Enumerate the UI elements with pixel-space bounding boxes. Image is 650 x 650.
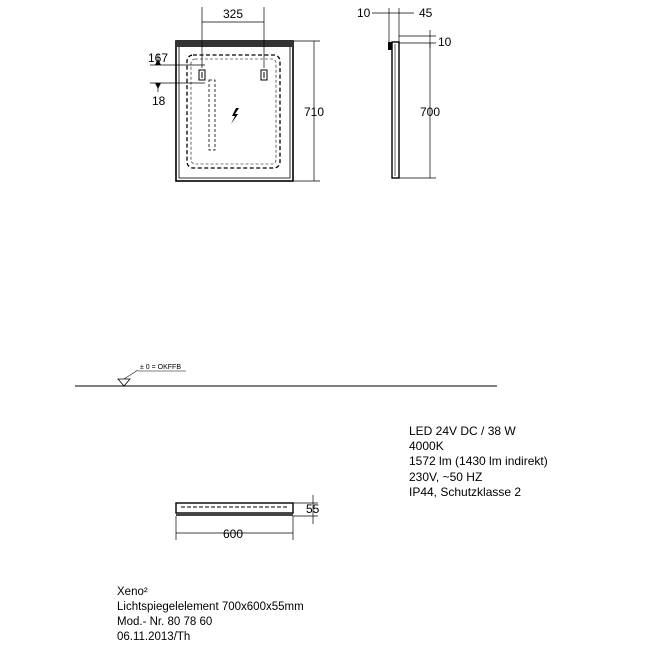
spec-voltage: 230V, ~50 HZ xyxy=(409,469,483,484)
dim-side-10-label: 10 xyxy=(357,6,371,20)
side-view xyxy=(357,6,452,178)
level-marker-leader xyxy=(124,370,138,379)
spec-protection: IP44, Schutzklasse 2 xyxy=(409,484,522,499)
dim-700-label: 700 xyxy=(420,105,441,119)
product-description: Lichtspiegelelement 700x600x55mm xyxy=(117,601,304,613)
top-view xyxy=(176,495,320,541)
side-panel xyxy=(392,42,399,178)
model-number: Mod.- Nr. 80 78 60 xyxy=(117,616,213,628)
cable-channel xyxy=(209,80,215,150)
dim-side-45-label: 45 xyxy=(419,6,433,20)
dim-55-label: 55 xyxy=(306,502,320,516)
mirror-top-band xyxy=(176,41,293,47)
dim-167-label: 167 xyxy=(148,51,169,65)
spec-color-temperature: 4000K xyxy=(409,439,444,454)
electric-bolt-icon xyxy=(231,108,239,124)
side-wall-bracket xyxy=(388,42,392,50)
title-block xyxy=(117,585,304,645)
dim-side-right-10-label: 10 xyxy=(438,35,452,49)
drawing-date: 06.11.2013/Th xyxy=(117,631,191,643)
floor-reference-label: ± 0 = OKFFB xyxy=(140,364,181,371)
dim-325-label: 325 xyxy=(222,7,244,21)
front-view xyxy=(148,7,324,181)
spec-luminous-flux: 1572 lm (1430 lm indirekt) xyxy=(409,454,548,469)
top-view-body xyxy=(176,503,293,513)
specifications xyxy=(409,424,548,500)
dim-18-label: 18 xyxy=(152,94,166,108)
floor-reference xyxy=(75,364,497,386)
level-marker-icon xyxy=(118,379,130,386)
top-view-back xyxy=(176,513,293,516)
product-name: Xeno² xyxy=(117,586,148,598)
spec-power: LED 24V DC / 38 W xyxy=(409,424,516,438)
dim-710-label: 710 xyxy=(304,105,325,119)
dim-600-label: 600 xyxy=(222,527,244,541)
